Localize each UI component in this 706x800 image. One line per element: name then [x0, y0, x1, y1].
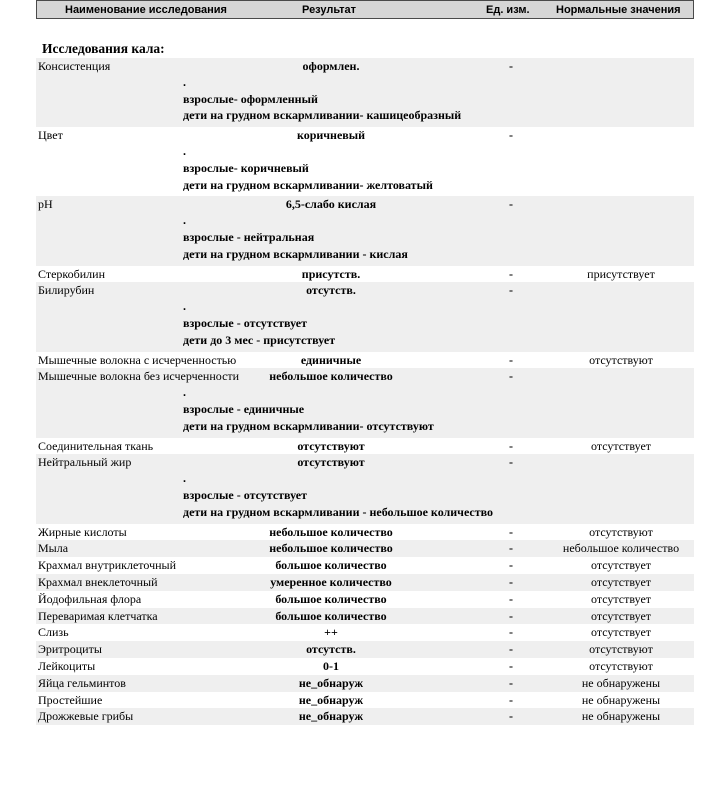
row-norm: отсутствуют	[589, 352, 653, 367]
row-result: небольшое количество	[269, 524, 393, 539]
row-unit: -	[509, 197, 513, 212]
row-note: .	[183, 213, 186, 228]
row-name: Билирубин	[38, 283, 95, 298]
row-name: Мышечные волокна без исчерченности	[38, 369, 240, 384]
row-note: дети на грудном вскармливании- отсутствуют	[183, 418, 434, 433]
table-row	[36, 591, 694, 608]
row-result: ++	[324, 625, 338, 640]
row-norm: отсутствуют	[589, 642, 653, 657]
row-result: небольшое количество	[269, 369, 393, 384]
table-row	[36, 58, 694, 127]
row-name: pH	[38, 197, 53, 212]
table-row	[36, 438, 694, 455]
row-unit: -	[509, 455, 513, 470]
table-row	[36, 454, 694, 523]
row-norm: отсутствует	[590, 575, 652, 589]
row-unit: -	[509, 266, 513, 281]
row-result: отсутств.	[306, 642, 356, 657]
row-note: .	[183, 143, 186, 158]
row-unit: -	[509, 692, 513, 707]
row-norm: не обнаружены	[581, 692, 661, 707]
row-unit: -	[509, 675, 513, 690]
row-name: Нейтральный жир	[38, 455, 132, 470]
row-name: Простейшие	[38, 692, 103, 707]
row-norm: не обнаружены	[581, 709, 661, 724]
table-row	[36, 641, 694, 658]
table-row	[36, 196, 694, 265]
header-norm: Нормальные значения	[556, 4, 681, 16]
table-row	[36, 127, 694, 196]
row-result: 0-1	[323, 659, 339, 673]
row-result: не_обнаруж	[298, 692, 364, 707]
row-result: единичные	[300, 352, 362, 367]
row-unit: -	[509, 659, 513, 673]
row-result: присутств.	[301, 266, 361, 281]
row-name: Лейкоциты	[38, 659, 96, 673]
table-row	[36, 368, 694, 437]
row-unit: -	[509, 59, 513, 73]
row-name: Яйца гельминтов	[38, 675, 126, 690]
row-norm: присутствует	[587, 266, 655, 281]
header-name: Наименование исследования	[65, 4, 227, 16]
row-note: .	[183, 74, 186, 89]
row-unit: -	[509, 438, 513, 453]
row-unit: -	[509, 642, 513, 657]
row-name: Переваримая клетчатка	[38, 608, 158, 623]
row-result: большое количество	[275, 558, 387, 573]
row-norm: отсутствует	[590, 438, 652, 453]
row-note: дети на грудном вскармливании- кашицеобразный	[183, 108, 462, 123]
row-note: взрослые- оформленный	[183, 91, 318, 106]
row-unit: -	[509, 591, 513, 606]
row-unit: -	[509, 558, 513, 573]
row-note: дети на грудном вскармливании- желтоватый	[183, 177, 433, 192]
row-name: Жирные кислоты	[38, 524, 127, 539]
row-norm: отсутствуют	[589, 659, 653, 673]
row-norm: отсутствует	[590, 591, 652, 606]
table-row	[36, 574, 694, 591]
table-row	[36, 540, 694, 557]
row-note: взрослые - отсутствует	[183, 487, 307, 502]
row-unit: -	[509, 369, 513, 384]
table-row	[36, 352, 694, 369]
row-name: Мыла	[38, 541, 69, 556]
row-unit: -	[509, 283, 513, 298]
row-result: большое количество	[275, 591, 387, 606]
row-name: Стеркобилин	[38, 266, 105, 281]
table-row	[36, 282, 694, 351]
header-result: Результат	[302, 4, 357, 16]
row-note: взрослые - отсутствует	[183, 315, 307, 330]
table-row	[36, 524, 694, 541]
row-result: небольшое количество	[269, 541, 393, 556]
table-row	[36, 708, 694, 725]
row-note: дети до 3 мес - присутствует	[183, 332, 336, 347]
row-unit: -	[509, 625, 513, 640]
table-row	[36, 658, 694, 675]
row-note: взрослые- коричневый	[183, 160, 309, 175]
section-title: Исследования кала:	[42, 41, 165, 56]
row-unit: -	[509, 575, 513, 589]
row-note: .	[183, 385, 186, 400]
row-result: отсутствуют	[297, 438, 365, 453]
row-result: отсутствуют	[297, 455, 365, 470]
table-row	[36, 692, 694, 709]
row-name: Слизь	[38, 625, 69, 640]
row-name: Йодофильная флора	[38, 591, 142, 606]
row-name: Дрожжевые грибы	[38, 709, 134, 724]
row-norm: отсутствуют	[589, 524, 653, 539]
row-name: Эритроциты	[38, 642, 102, 657]
row-norm: отсутствует	[590, 608, 652, 623]
row-result: коричневый	[296, 128, 366, 143]
table-row	[36, 624, 694, 641]
row-result: не_обнаруж	[298, 675, 364, 690]
row-unit: -	[509, 541, 513, 556]
row-unit: -	[509, 524, 513, 539]
row-norm: отсутствует	[590, 558, 652, 573]
row-name: Соединительная ткань	[38, 438, 154, 453]
row-norm: отсутствует	[590, 625, 652, 640]
row-name: Крахмал внеклеточный	[38, 575, 158, 589]
row-name: Консистенция	[38, 59, 111, 73]
row-norm: не обнаружены	[581, 675, 661, 690]
row-unit: -	[509, 608, 513, 623]
row-name: Мышечные волокна с исчерченностью	[38, 352, 237, 367]
row-note: .	[183, 299, 186, 314]
row-unit: -	[509, 128, 513, 143]
row-note: дети на грудном вскармливании - небольшое количество	[183, 504, 494, 519]
row-name: Крахмал внутриклеточный	[38, 558, 177, 573]
row-name: Цвет	[38, 128, 63, 143]
table-row	[36, 266, 694, 283]
table-row	[36, 557, 694, 574]
row-unit: -	[509, 352, 513, 367]
row-result: умеренное количество	[270, 575, 392, 589]
row-unit: -	[509, 709, 513, 724]
row-result: отсутств.	[306, 283, 356, 298]
header-unit: Ед. изм.	[486, 4, 530, 16]
row-note: .	[183, 471, 186, 486]
table-row	[36, 608, 694, 625]
row-result: не_обнаруж	[298, 709, 364, 724]
row-note: взрослые - единичные	[183, 401, 305, 416]
row-norm: небольшое количество	[562, 541, 680, 556]
row-result: большое количество	[275, 608, 387, 623]
row-result: оформлен.	[302, 59, 360, 73]
row-result: 6,5-слабо кислая	[285, 197, 377, 212]
table-row	[36, 675, 694, 692]
row-note: дети на грудном вскармливании - кислая	[183, 246, 408, 261]
row-note: взрослые - нейтральная	[183, 229, 315, 244]
